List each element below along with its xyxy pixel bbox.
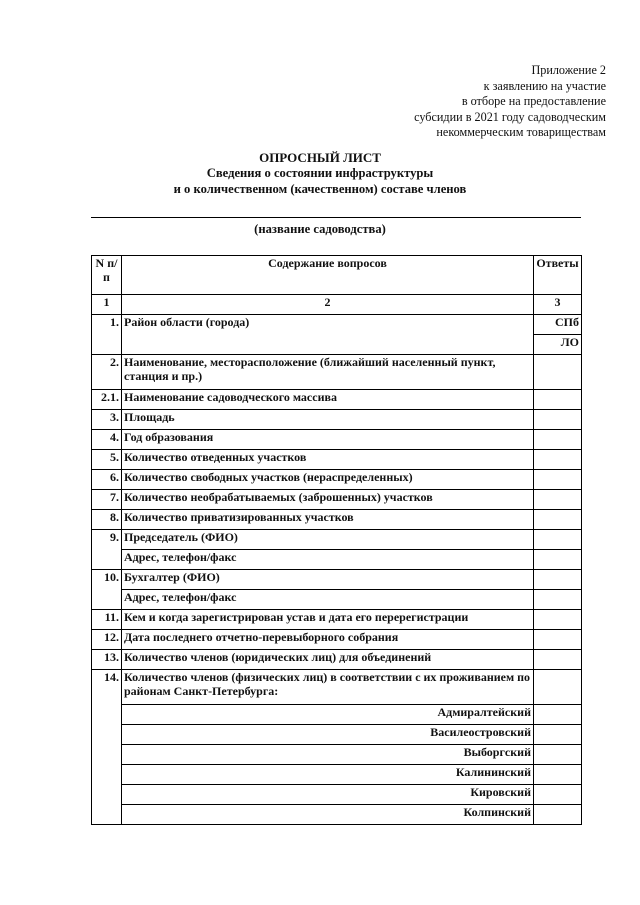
header-num: N п/п: [92, 256, 122, 295]
row-question: Бухгалтер (ФИО): [122, 570, 534, 590]
answer-cell[interactable]: [534, 610, 582, 630]
district-row: [92, 705, 582, 725]
answer-cell[interactable]: [534, 805, 582, 825]
answer-cell[interactable]: [534, 510, 582, 530]
row-question: Площадь: [122, 410, 534, 430]
answer-cell[interactable]: [534, 705, 582, 725]
row-question: Количество свободных участков (нераспределенных): [122, 470, 534, 490]
answer-cell[interactable]: [534, 530, 582, 550]
col-number: 3: [534, 295, 582, 315]
row-question: Наименование, месторасположение (ближайший населенный пункт, станция и пр.): [122, 355, 534, 390]
appendix-line: в отборе на предоставление: [461, 94, 606, 109]
table-row: [92, 315, 582, 335]
answer-cell[interactable]: [534, 550, 582, 570]
table-row: [92, 550, 582, 570]
row-num: 2.: [92, 355, 122, 390]
district-row: [92, 725, 582, 745]
answer-cell[interactable]: [534, 765, 582, 785]
table-row: [92, 630, 582, 650]
table-row: [92, 650, 582, 670]
district-row: [92, 765, 582, 785]
name-fill-line[interactable]: [91, 217, 581, 218]
column-number-row: [92, 295, 582, 315]
answer-cell[interactable]: [534, 745, 582, 765]
appendix-line: к заявлению на участие: [483, 78, 606, 93]
row-question: Дата последнего отчетно-перевыборного собрания: [122, 630, 534, 650]
row-question: Количество отведенных участков: [122, 450, 534, 470]
document-title: ОПРОСНЫЙ ЛИСТ: [259, 150, 381, 165]
row-question: Кем и когда зарегистрирован устав и дата его перерегистрации: [122, 610, 534, 630]
header-content: Содержание вопросов: [122, 256, 534, 295]
district-row: [92, 805, 582, 825]
col-number: 1: [92, 295, 122, 315]
row-num: 4.: [92, 430, 122, 450]
row-num: 8.: [92, 510, 122, 530]
district-label: Калининский: [122, 765, 534, 785]
answer-cell[interactable]: [534, 410, 582, 430]
row-question: Количество необрабатываемых (заброшенных) участков: [122, 490, 534, 510]
table-row: [92, 470, 582, 490]
district-label: Кировский: [122, 785, 534, 805]
row-num: 14.: [92, 670, 122, 825]
table-row: [92, 530, 582, 550]
row-subquestion: Адрес, телефон/факс: [122, 550, 534, 570]
row-question: Количество членов (юридических лиц) для объединений: [122, 650, 534, 670]
col-number: 2: [122, 295, 534, 315]
row-question: Количество членов (физических лиц) в соответствии с их проживанием по районам Санкт-Петербурга:: [122, 670, 534, 705]
appendix-line: Приложение 2: [531, 63, 606, 77]
answer-cell[interactable]: [534, 670, 582, 705]
row-num: 12.: [92, 630, 122, 650]
answer-cell[interactable]: [534, 570, 582, 590]
answer-cell[interactable]: [534, 630, 582, 650]
table-row: [92, 355, 582, 390]
table-row: [92, 390, 582, 410]
row-num: 1.: [92, 315, 122, 355]
table-row: [92, 610, 582, 630]
table-row: [92, 430, 582, 450]
row-num: 11.: [92, 610, 122, 630]
table-row: [92, 570, 582, 590]
table-header-row: [92, 256, 582, 295]
document-subtitle-line2: и о количественном (качественном) составе членов: [173, 182, 467, 196]
answer-cell[interactable]: [534, 470, 582, 490]
answer-cell[interactable]: [534, 725, 582, 745]
district-label: Колпинский: [122, 805, 534, 825]
name-caption: (название садоводства): [254, 222, 386, 236]
appendix-line: некоммерческим товариществам: [436, 125, 606, 140]
row-question: Председатель (ФИО): [122, 530, 534, 550]
district-row: [92, 785, 582, 805]
row-question: Год образования: [122, 430, 534, 450]
row-num: 2.1.: [92, 390, 122, 410]
table-row: [92, 510, 582, 530]
table-row: [92, 450, 582, 470]
row-num: 9.: [92, 530, 122, 570]
district-label: Василеостровский: [122, 725, 534, 745]
row-num: 6.: [92, 470, 122, 490]
row-question: Наименование садоводческого массива: [122, 390, 534, 410]
answer-cell[interactable]: [534, 590, 582, 610]
answer-cell[interactable]: СПб: [534, 315, 582, 335]
table-row: [92, 490, 582, 510]
answer-cell[interactable]: [534, 650, 582, 670]
row-subquestion: Адрес, телефон/факс: [122, 590, 534, 610]
appendix-note: [326, 63, 606, 141]
document-subtitle-line1: Сведения о состоянии инфраструктуры: [206, 166, 434, 180]
row-question: Количество приватизированных участков: [122, 510, 534, 530]
appendix-line: субсидии в 2021 году садоводческим: [414, 109, 606, 124]
row-num: 13.: [92, 650, 122, 670]
district-row: [92, 745, 582, 765]
table-row: [92, 590, 582, 610]
row-num: 3.: [92, 410, 122, 430]
table-row: [92, 410, 582, 430]
answer-cell[interactable]: [534, 355, 582, 390]
row-question: Район области (города): [122, 315, 534, 355]
answer-cell[interactable]: [534, 430, 582, 450]
row-num: 7.: [92, 490, 122, 510]
row-num: 5.: [92, 450, 122, 470]
row-num: 10.: [92, 570, 122, 610]
questionnaire-table: [91, 255, 582, 825]
answer-cell[interactable]: [534, 450, 582, 470]
table-row: [92, 670, 582, 705]
answer-cell[interactable]: [534, 490, 582, 510]
answer-cell[interactable]: [534, 390, 582, 410]
district-label: Выборгский: [122, 745, 534, 765]
answer-cell[interactable]: [534, 785, 582, 805]
answer-cell[interactable]: ЛО: [534, 335, 582, 355]
district-label: Адмиралтейский: [122, 705, 534, 725]
header-answers: Ответы: [534, 256, 582, 295]
